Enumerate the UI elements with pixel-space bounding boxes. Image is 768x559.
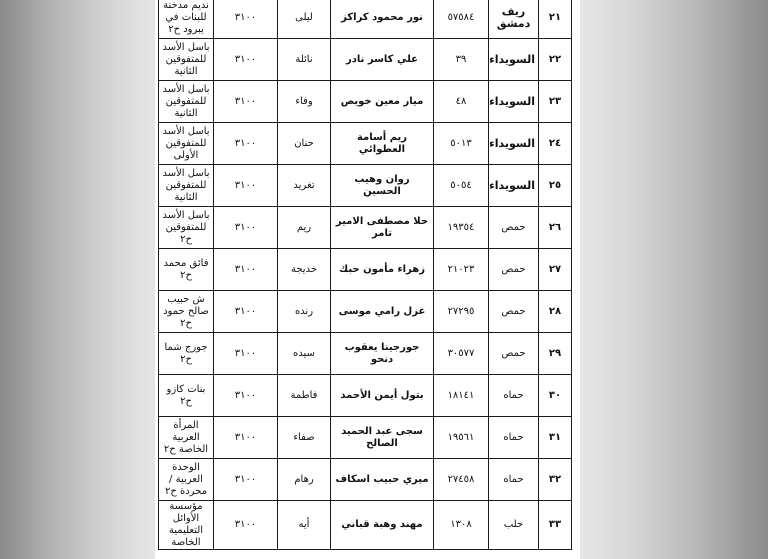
exam-number-cell: ١٩٣٥٤ xyxy=(434,207,489,249)
row-number-cell: ٣٠ xyxy=(539,375,572,417)
governorate-cell: السويداء xyxy=(489,165,539,207)
table-row xyxy=(159,39,572,81)
total-score-cell: ٣١٠٠ xyxy=(214,165,278,207)
total-score-cell: ٣١٠٠ xyxy=(214,417,278,459)
table-row xyxy=(159,375,572,417)
mother-name-cell: حنان xyxy=(278,123,331,165)
table-row xyxy=(159,333,572,375)
school-name-cell: فائق محمد ح٢ xyxy=(159,249,214,291)
governorate-cell: حلب xyxy=(489,501,539,550)
governorate-cell: حمص xyxy=(489,333,539,375)
table-row xyxy=(159,417,572,459)
school-name-cell: بنات كازو ح٢ xyxy=(159,375,214,417)
exam-number-cell: ٥٠١٣ xyxy=(434,123,489,165)
governorate-cell: حماه xyxy=(489,375,539,417)
mother-name-cell: أيه xyxy=(278,501,331,550)
total-score-cell: ٣١٠٠ xyxy=(214,459,278,501)
student-name-cell: علي كاسر نادر xyxy=(331,39,434,81)
governorate-cell: ريف دمشق xyxy=(489,0,539,39)
mother-name-cell: نائلة xyxy=(278,39,331,81)
total-score-cell: ٣١٠٠ xyxy=(214,375,278,417)
student-name-cell: حلا مصطفى الامير تامر xyxy=(331,207,434,249)
row-number-cell: ٢٨ xyxy=(539,291,572,333)
exam-number-cell: ٣٠٥٧٧ xyxy=(434,333,489,375)
exam-number-cell: ٢٧٤٥٨ xyxy=(434,459,489,501)
governorate-cell: حمص xyxy=(489,249,539,291)
table-row xyxy=(159,459,572,501)
total-score-cell: ٣١٠٠ xyxy=(214,81,278,123)
student-name-cell: روان وهيب الحسين xyxy=(331,165,434,207)
school-name-cell: نديم مدخنة للبنات في يبرود ح٢ xyxy=(159,0,214,39)
row-number-cell: ٢٤ xyxy=(539,123,572,165)
mother-name-cell: صفاء xyxy=(278,417,331,459)
total-score-cell: ٣١٠٠ xyxy=(214,333,278,375)
total-score-cell: ٣١٠٠ xyxy=(214,291,278,333)
exam-number-cell: ١٣٠٨ xyxy=(434,501,489,550)
total-score-cell: ٣١٠٠ xyxy=(214,501,278,550)
governorate-cell: حمص xyxy=(489,207,539,249)
school-name-cell: باسل الأسد للمتفوقين الثانية xyxy=(159,39,214,81)
school-name-cell: مؤسسة الأوائل التعليمية الخاصة xyxy=(159,501,214,550)
table-row xyxy=(159,249,572,291)
exam-number-cell: ٤٨ xyxy=(434,81,489,123)
exam-number-cell: ١٨١٤١ xyxy=(434,375,489,417)
student-name-cell: بتول أيمن الأحمد xyxy=(331,375,434,417)
row-number-cell: ٢١ xyxy=(539,0,572,39)
student-name-cell: ميار معين خويص xyxy=(331,81,434,123)
school-name-cell: الوحدة العربية / محردة ح٢ xyxy=(159,459,214,501)
mother-name-cell: فاطمة xyxy=(278,375,331,417)
governorate-cell: السويداء xyxy=(489,39,539,81)
table-row xyxy=(159,81,572,123)
mother-name-cell: خديجة xyxy=(278,249,331,291)
mother-name-cell: تغريد xyxy=(278,165,331,207)
mother-name-cell: ريم xyxy=(278,207,331,249)
total-score-cell: ٣١٠٠ xyxy=(214,249,278,291)
student-name-cell: نور محمود كراكز xyxy=(331,0,434,39)
school-name-cell: باسل الأسد للمتفوقين ح٢ xyxy=(159,207,214,249)
student-name-cell: سجى عبد الحميد الصالح xyxy=(331,417,434,459)
left-background-shadow xyxy=(0,0,155,559)
row-number-cell: ٢٣ xyxy=(539,81,572,123)
table-row xyxy=(159,291,572,333)
governorate-cell: حمص xyxy=(489,291,539,333)
row-number-cell: ٣٢ xyxy=(539,459,572,501)
student-name-cell: ريم أسامة العطوائي xyxy=(331,123,434,165)
school-name-cell: ش حبيب صالح حمود ح٢ xyxy=(159,291,214,333)
table-row xyxy=(159,0,572,39)
mother-name-cell: رنده xyxy=(278,291,331,333)
student-name-cell: زهراء مأمون حبك xyxy=(331,249,434,291)
total-score-cell: ٣١٠٠ xyxy=(214,123,278,165)
student-name-cell: مهند وهبة قباني xyxy=(331,501,434,550)
mother-name-cell: رهام xyxy=(278,459,331,501)
table-row xyxy=(159,165,572,207)
total-score-cell: ٣١٠٠ xyxy=(214,0,278,39)
table-row xyxy=(159,501,572,550)
students-table-body xyxy=(159,0,572,550)
school-name-cell: باسل الأسد للمتفوقين الثانية xyxy=(159,165,214,207)
governorate-cell: حماه xyxy=(489,459,539,501)
total-score-cell: ٣١٠٠ xyxy=(214,39,278,81)
table-row xyxy=(159,123,572,165)
mother-name-cell: سيده xyxy=(278,333,331,375)
row-number-cell: ٢٥ xyxy=(539,165,572,207)
exam-number-cell: ٢١٠٢٣ xyxy=(434,249,489,291)
governorate-cell: السويداء xyxy=(489,81,539,123)
school-name-cell: المرأة العربية الخاصة ح٢ xyxy=(159,417,214,459)
mother-name-cell: ليلى xyxy=(278,0,331,39)
row-number-cell: ٢٦ xyxy=(539,207,572,249)
mother-name-cell: وفاء xyxy=(278,81,331,123)
exam-number-cell: ٢٧٢٩٥ xyxy=(434,291,489,333)
governorate-cell: حماه xyxy=(489,417,539,459)
total-score-cell: ٣١٠٠ xyxy=(214,207,278,249)
row-number-cell: ٢٢ xyxy=(539,39,572,81)
student-name-cell: غزل رامي موسى xyxy=(331,291,434,333)
exam-number-cell: ١٩٥٦١ xyxy=(434,417,489,459)
exam-number-cell: ٥٠٥٤ xyxy=(434,165,489,207)
table-row xyxy=(159,207,572,249)
row-number-cell: ٣٣ xyxy=(539,501,572,550)
row-number-cell: ٢٩ xyxy=(539,333,572,375)
school-name-cell: باسل الأسد للمتفوقين الأولى xyxy=(159,123,214,165)
student-name-cell: ميري حبيب اسكاف xyxy=(331,459,434,501)
governorate-cell: السويداء xyxy=(489,123,539,165)
student-name-cell: جورجينا يعقوب دنحو xyxy=(331,333,434,375)
exam-number-cell: ٣٩ xyxy=(434,39,489,81)
students-table xyxy=(158,0,572,550)
school-name-cell: باسل الأسد للمتفوقين الثانية xyxy=(159,81,214,123)
row-number-cell: ٣١ xyxy=(539,417,572,459)
row-number-cell: ٢٧ xyxy=(539,249,572,291)
right-background-shadow xyxy=(580,0,768,559)
school-name-cell: جورج شما ح٢ xyxy=(159,333,214,375)
exam-number-cell: ٥٧٥٨٤ xyxy=(434,0,489,39)
document-page xyxy=(155,0,580,559)
